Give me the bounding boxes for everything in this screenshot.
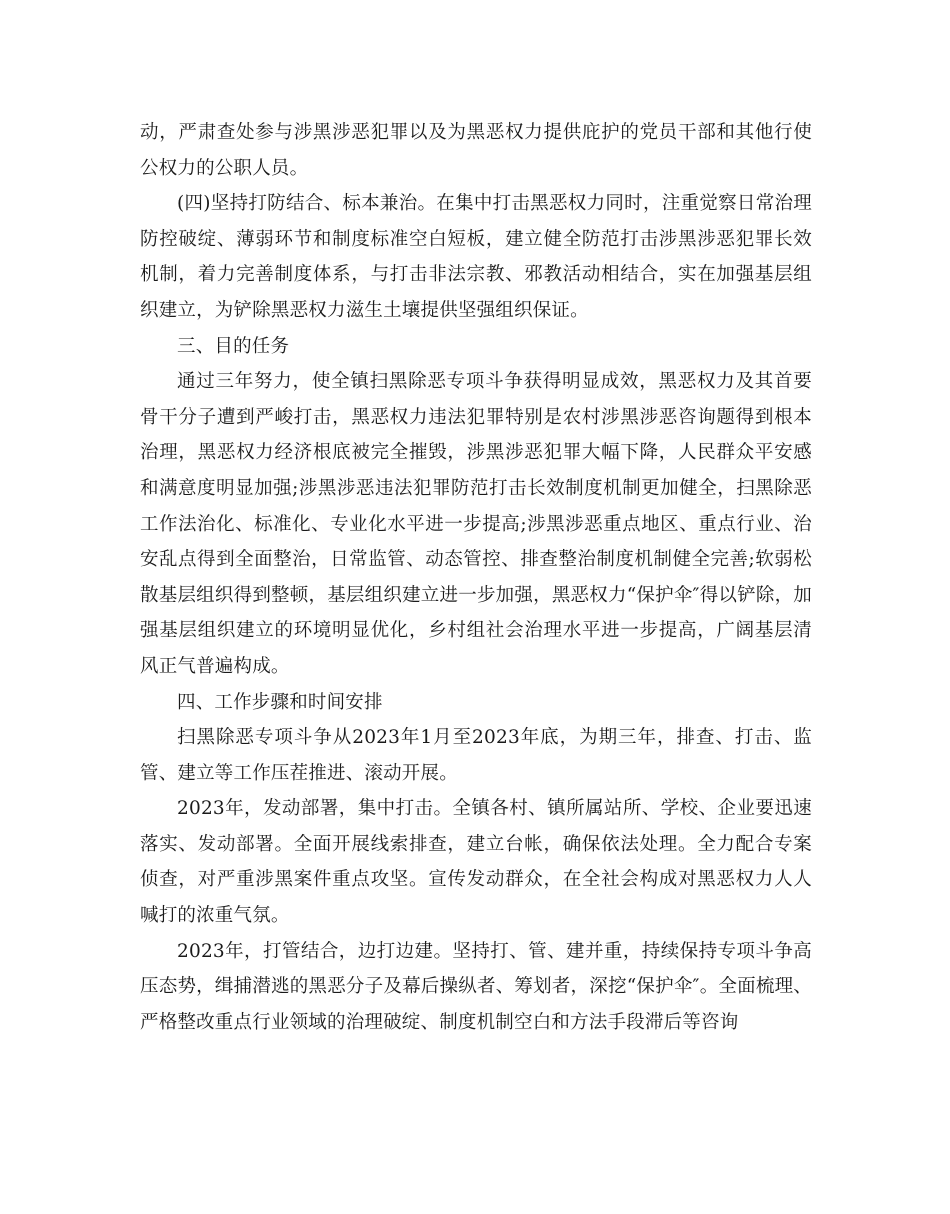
paragraph-phase-two: 2023年，打管结合，边打边建。坚持打、管、建并重，持续保持专项斗争高压态势，缉捕潜逃的黑恶分子及幕后操纵者、筹划者，深挖“保护伞″。全面梳理、严格整改重点行业领域的治理破绽、制度机制空白和方法手段滞后等咨询 xyxy=(140,940,812,1033)
paragraph-timeline: 扫黑除恶专项斗争从2023年1月至2023年底，为期三年，排查、打击、监管、建立等工作压茬推进、滚动开展。 xyxy=(140,727,812,784)
document-body xyxy=(140,115,812,1040)
section-heading-objectives: 三、目的任务 xyxy=(177,335,290,357)
section-heading-steps: 四、工作步骤和时间安排 xyxy=(177,691,383,713)
paragraph-continuation: 动，严肃查处参与涉黑涉恶犯罪以及为黑恶权力提供庇护的党员干部和其他行使公权力的公职人员。 xyxy=(140,122,812,179)
paragraph-principle-four: (四)坚持打防结合、标本兼治。在集中打击黑恶权力同时，注重觉察日常治理防控破绽、薄弱环节和制度标准空白短板，建立健全防范打击涉黑涉恶犯罪长效机制，着力完善制度体系，与打击非法宗教、邪教活动相结合，实在加强基层组织建立，为铲除黑恶权力滋生土壤提供坚强组织保证。 xyxy=(140,193,812,321)
paragraph-objectives: 通过三年努力，使全镇扫黑除恶专项斗争获得明显成效，黑恶权力及其首要骨干分子遭到严峻打击，黑恶权力违法犯罪特别是农村涉黑涉恶咨询题得到根本治理，黑恶权力经济根底被完全摧毁，涉黑涉恶犯罪大幅下降，人民群众平安感和满意度明显加强;涉黑涉恶违法犯罪防范打击长效制度机制更加健全，扫黑除恶工作法治化、标准化、专业化水平进一步提高;涉黑涉恶重点地区、重点行业、治安乱点得到全面整治，日常监管、动态管控、排查整治制度机制健全完善;软弱松散基层组织得到整顿，基层组织建立进一步加强，黑恶权力“保护伞″得以铲除，加强基层组织建立的环境明显优化，乡村组社会治理水平进一步提高，广阔基层清风正气普遍构成。 xyxy=(140,371,812,677)
paragraph-phase-one: 2023年，发动部署，集中打击。全镇各村、镇所属站所、学校、企业要迅速落实、发动部署。全面开展线索排查，建立台帐，确保依法处理。全力配合专案侦查，对严重涉黑案件重点攻坚。宣传发动群众，在全社会构成对黑恶权力人人喊打的浓重气氛。 xyxy=(140,798,812,927)
